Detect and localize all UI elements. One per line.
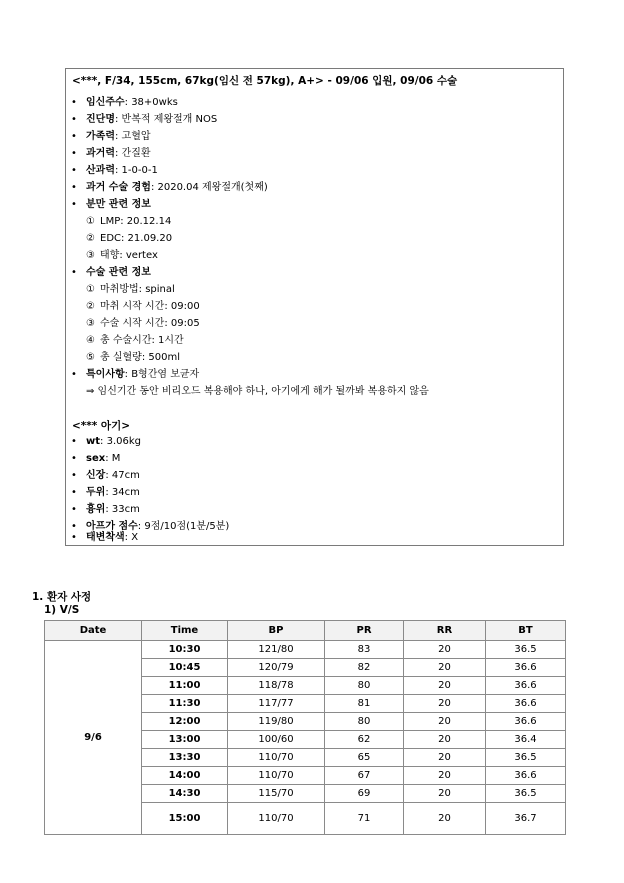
bullet: • bbox=[71, 114, 77, 125]
bp-cell: 117/77 bbox=[228, 695, 325, 713]
pr-cell: 62 bbox=[325, 731, 404, 749]
bullet: • bbox=[71, 504, 77, 515]
rr-cell: 20 bbox=[404, 695, 486, 713]
patient-info-box: <***, F/34, 155cm, 67kg(임신 전 57kg), A+> - 09/06 입원, 09/06 수술 • 임신주수: 38+0wks • 진단명: 반복적 제왕절개 NOS • 가족력: 고혈압 • 과거력: 간질환 • 산과력: 1-0-0-1 • 과거 수술 경험: 2020.04 제왕절개(첫째) • 분만 관련 정보 ① LMP: 20.12.14 ② EDC: 21.09.20 ③ 태향: vertex • 수술 관련 정보 ① 마취방법: spinal ② 마취 시작 시간: 09:00 ③ 수술 시작 시간: 09:05 ④ 총 수술시간: 1시간 ⑤ 총 실혈량: 500ml • 특이사항: B형간염 보균자 ⇒ 임신기간 동안 비리오드 복용해야 하나, 아기에게 해가 될까봐 복용하지 않음 <*** 아기> • wt: 3.06kg • sex: M • 신장: 47cm • 두위: 34cm • 흉위: 33cm • 아프가 점수: 9점/10점(1분/5분) • 태변착색: X bbox=[65, 68, 564, 546]
header-bp: BP bbox=[228, 621, 325, 641]
rr-cell: 20 bbox=[404, 785, 486, 803]
time-cell: 12:00 bbox=[142, 713, 228, 731]
time-cell: 11:00 bbox=[142, 677, 228, 695]
rr-cell: 20 bbox=[404, 641, 486, 659]
bt-cell: 36.6 bbox=[486, 767, 566, 785]
bp-cell: 100/60 bbox=[228, 731, 325, 749]
sub-item: ④ 총 수술시간: 1시간 bbox=[86, 335, 184, 346]
date-cell: 9/6 bbox=[45, 641, 142, 835]
bp-cell: 120/79 bbox=[228, 659, 325, 677]
time-cell: 13:00 bbox=[142, 731, 228, 749]
bullet: • bbox=[71, 470, 77, 481]
bullet: • bbox=[71, 436, 77, 447]
rr-cell: 20 bbox=[404, 731, 486, 749]
header-date: Date bbox=[45, 621, 142, 641]
bt-cell: 36.5 bbox=[486, 749, 566, 767]
bullet: • bbox=[71, 97, 77, 108]
time-cell: 13:30 bbox=[142, 749, 228, 767]
sub-item: ⑤ 총 실혈량: 500ml bbox=[86, 352, 180, 363]
header-time: Time bbox=[142, 621, 228, 641]
pr-cell: 83 bbox=[325, 641, 404, 659]
rr-cell: 20 bbox=[404, 713, 486, 731]
sub-item: ② 마취 시작 시간: 09:00 bbox=[86, 301, 200, 312]
sub-item: ③ 태향: vertex bbox=[86, 250, 158, 261]
pr-cell: 69 bbox=[325, 785, 404, 803]
bp-cell: 115/70 bbox=[228, 785, 325, 803]
baby-header: <*** 아기> bbox=[72, 420, 131, 432]
bullet: • bbox=[71, 165, 77, 176]
bullet: • bbox=[71, 199, 77, 210]
header-bt: BT bbox=[486, 621, 566, 641]
bullet: • bbox=[71, 532, 77, 543]
sub-item: ② EDC: 21.09.20 bbox=[86, 233, 173, 244]
bullet: • bbox=[71, 521, 77, 532]
bp-cell: 110/70 bbox=[228, 803, 325, 835]
table-header-row bbox=[45, 621, 566, 641]
mother-header: <***, F/34, 155cm, 67kg(임신 전 57kg), A+> - 09/06 입원, 09/06 수술 bbox=[72, 75, 458, 87]
note-line: ⇒ 임신기간 동안 비리오드 복용해야 하나, 아기에게 해가 될까봐 복용하지 않음 bbox=[86, 386, 429, 397]
time-cell: 14:30 bbox=[142, 785, 228, 803]
pr-cell: 80 bbox=[325, 677, 404, 695]
bp-cell: 110/70 bbox=[228, 767, 325, 785]
bp-cell: 110/70 bbox=[228, 749, 325, 767]
pr-cell: 81 bbox=[325, 695, 404, 713]
header-pr: PR bbox=[325, 621, 404, 641]
bp-cell: 118/78 bbox=[228, 677, 325, 695]
bt-cell: 36.5 bbox=[486, 785, 566, 803]
bullet: • bbox=[71, 182, 77, 193]
time-cell: 11:30 bbox=[142, 695, 228, 713]
bt-cell: 36.5 bbox=[486, 641, 566, 659]
bp-cell: 119/80 bbox=[228, 713, 325, 731]
rr-cell: 20 bbox=[404, 659, 486, 677]
bullet: • bbox=[71, 453, 77, 464]
time-cell: 10:45 bbox=[142, 659, 228, 677]
bullet: • bbox=[71, 267, 77, 278]
rr-cell: 20 bbox=[404, 749, 486, 767]
pr-cell: 71 bbox=[325, 803, 404, 835]
bp-cell: 121/80 bbox=[228, 641, 325, 659]
pr-cell: 80 bbox=[325, 713, 404, 731]
bt-cell: 36.6 bbox=[486, 695, 566, 713]
time-cell: 10:30 bbox=[142, 641, 228, 659]
section-title: 1. 환자 사정 bbox=[32, 591, 92, 603]
sub-item: ① LMP: 20.12.14 bbox=[86, 216, 172, 227]
bt-cell: 36.6 bbox=[486, 659, 566, 677]
time-cell: 14:00 bbox=[142, 767, 228, 785]
bullet: • bbox=[71, 131, 77, 142]
rr-cell: 20 bbox=[404, 677, 486, 695]
time-cell: 15:00 bbox=[142, 803, 228, 835]
bt-cell: 36.6 bbox=[486, 677, 566, 695]
bt-cell: 36.6 bbox=[486, 713, 566, 731]
pr-cell: 65 bbox=[325, 749, 404, 767]
header-rr: RR bbox=[404, 621, 486, 641]
bt-cell: 36.4 bbox=[486, 731, 566, 749]
bt-cell: 36.7 bbox=[486, 803, 566, 835]
sub-item: ③ 수술 시작 시간: 09:05 bbox=[86, 318, 200, 329]
rr-cell: 20 bbox=[404, 767, 486, 785]
sub-item: ① 마취방법: spinal bbox=[86, 284, 175, 295]
bullet: • bbox=[71, 487, 77, 498]
bullet: • bbox=[71, 369, 77, 380]
pr-cell: 67 bbox=[325, 767, 404, 785]
section-subtitle: 1) V/S bbox=[44, 604, 80, 616]
rr-cell: 20 bbox=[404, 803, 486, 835]
table-row bbox=[45, 641, 566, 659]
vital-signs-table bbox=[44, 620, 566, 835]
bullet: • bbox=[71, 148, 77, 159]
pr-cell: 82 bbox=[325, 659, 404, 677]
